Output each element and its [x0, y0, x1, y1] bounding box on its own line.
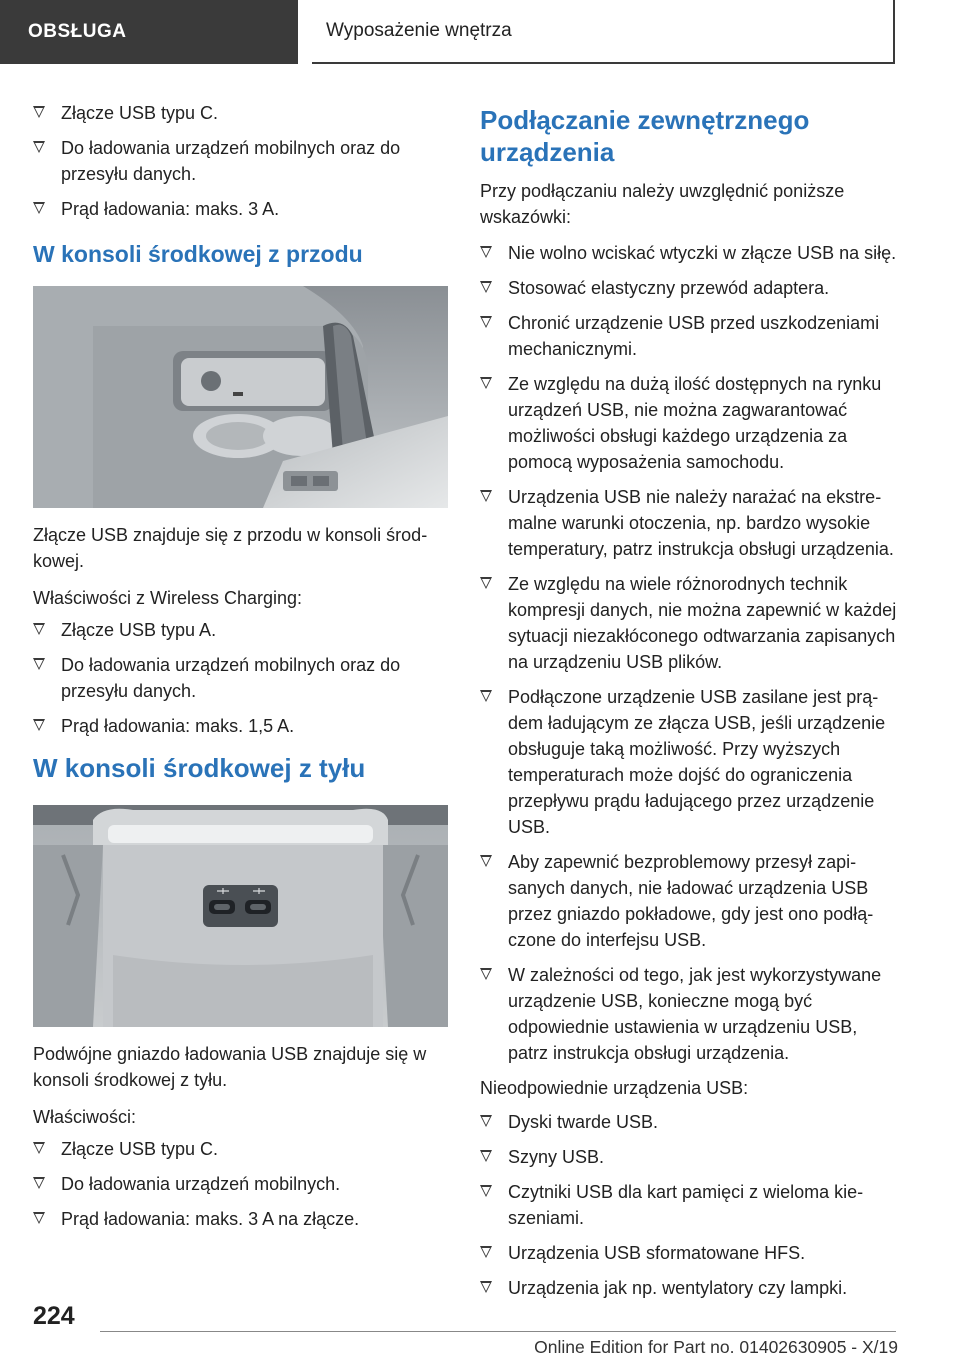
list-item: Szyny USB. [480, 1144, 900, 1170]
triangle-bullet-icon [33, 1177, 45, 1189]
top-feature-list [33, 100, 448, 222]
list-item: Podłączone urządzenie USB zasilane jest prądem ładującym ze złącza USB, jeśli urządzenie obsługuje taką możliwość. Przy wyższych temperaturach może dojść do ograniczenia przepływu prądu ładującego przez urządzenie USB. [480, 684, 900, 840]
front-console-heading: W konsoli środkowej z przodu [33, 241, 363, 267]
front-console-caption: Złącze USB znajduje się z przodu w konsoli środkowej. [33, 525, 428, 571]
list-item: Prąd ładowania: maks. 3 A na złącze. [33, 1206, 448, 1232]
properties-list [33, 1136, 448, 1232]
triangle-bullet-icon [480, 316, 492, 328]
list-item: Złącze USB typu C. [33, 1136, 448, 1162]
chapter-title: Wyposażenie wnętrza [326, 20, 512, 41]
properties-intro: Właściwości: [33, 1107, 137, 1127]
triangle-bullet-icon [480, 1185, 492, 1197]
list-item: Ze względu na wiele różnorodnych technik kompresji danych, nie można zapewnić w każdej sytuacji niezakłóconego odtwarzania zapisanych na urządzeniu USB plików. [480, 571, 900, 675]
list-item: Ze względu na dużą ilość dostępnych na rynku urządzeń USB, nie można zagwarantować możliwości obsługi każdego urządzenia za pomocą wyposażenia samochodu. [480, 371, 900, 475]
unsuitable-intro: Nieodpowiednie urządzenia USB: [480, 1078, 749, 1098]
list-item: Urządzenia USB nie należy narażać na ekstremalne warunki otoczenia, np. bardzo wysokie temperatury, patrz instrukcja obsługi urządzenia. [480, 484, 900, 562]
edition-footer: Online Edition for Part no. 01402630905 - X/19 [534, 1337, 898, 1357]
triangle-bullet-icon [480, 855, 492, 867]
triangle-bullet-icon [480, 577, 492, 589]
list-item: Do ładowania urządzeń mobilnych oraz do przesyłu danych. [33, 652, 448, 704]
page-number: 224 [33, 1302, 75, 1330]
triangle-bullet-icon [480, 1281, 492, 1293]
list-item: Chronić urządzenie USB przed uszkodzeniami mechanicznymi. [480, 310, 900, 362]
wireless-feature-list [33, 617, 448, 739]
triangle-bullet-icon [33, 202, 45, 214]
triangle-bullet-icon [480, 1115, 492, 1127]
list-item: Dyski twarde USB. [480, 1109, 900, 1135]
triangle-bullet-icon [33, 719, 45, 731]
list-item: Czytniki USB dla kart pamięci z wieloma kieszeniami. [480, 1179, 900, 1231]
rear-console-photo [33, 805, 448, 1027]
wireless-intro: Właściwości z Wireless Charging: [33, 588, 303, 608]
section-tab [0, 0, 298, 64]
triangle-bullet-icon [480, 1246, 492, 1258]
triangle-bullet-icon [33, 141, 45, 153]
list-item: Złącze USB typu C. [33, 100, 448, 126]
triangle-bullet-icon [480, 968, 492, 980]
list-item: Stosować elastyczny przewód adaptera. [480, 275, 900, 301]
unsuitable-devices-list [480, 1109, 900, 1301]
rear-console-heading: W konsoli środkowej z tyłu [33, 753, 366, 783]
list-item: Urządzenia jak np. wentylatory czy lampki. [480, 1275, 900, 1301]
triangle-bullet-icon [33, 1212, 45, 1224]
list-item: Prąd ładowania: maks. 3 A. [33, 196, 448, 222]
list-item: Do ładowania urządzeń mobilnych. [33, 1171, 448, 1197]
triangle-bullet-icon [480, 377, 492, 389]
front-console-photo [33, 286, 448, 508]
triangle-bullet-icon [480, 281, 492, 293]
list-item: W zależności od tego, jak jest wykorzystywane urządzenie USB, konieczne mogą być odpowiednie ustawienia w urządzeniu USB, patrz instrukcja obsługi urządzenia. [480, 962, 900, 1066]
triangle-bullet-icon [33, 106, 45, 118]
list-item: Nie wolno wciskać wtyczki w złącze USB na siłę. [480, 240, 900, 266]
list-item: Urządzenia USB sformatowane HFS. [480, 1240, 900, 1266]
connect-intro: Przy podłączaniu należy uwzględnić poniższe wskazówki: [480, 181, 845, 227]
section-title: OBSŁUGA [28, 21, 127, 42]
list-item: Aby zapewnić bezproblemowy przesył zapisanych danych, nie ładować urządzenia USB przez gniazdo pokładowe, gdy jest ono podłączone do interfejsu USB. [480, 849, 900, 953]
triangle-bullet-icon [480, 490, 492, 502]
triangle-bullet-icon [480, 246, 492, 258]
rear-console-caption: Podwójne gniazdo ładowania USB znajduje się w konsoli środkowej z tyłu. [33, 1044, 427, 1090]
footer-divider [100, 1331, 896, 1332]
triangle-bullet-icon [33, 623, 45, 635]
list-item: Prąd ładowania: maks. 1,5 A. [33, 713, 448, 739]
connect-device-heading: Podłączanie zewnętrznego urządzenia [480, 105, 810, 167]
chapter-tab [312, 0, 895, 64]
list-item: Złącze USB typu A. [33, 617, 448, 643]
list-item: Do ładowania urządzeń mobilnych oraz do przesyłu danych. [33, 135, 448, 187]
triangle-bullet-icon [480, 690, 492, 702]
connection-tips-list [480, 240, 900, 1066]
triangle-bullet-icon [33, 1142, 45, 1154]
triangle-bullet-icon [33, 658, 45, 670]
left-column [33, 100, 448, 1241]
right-column [480, 104, 900, 1310]
triangle-bullet-icon [480, 1150, 492, 1162]
